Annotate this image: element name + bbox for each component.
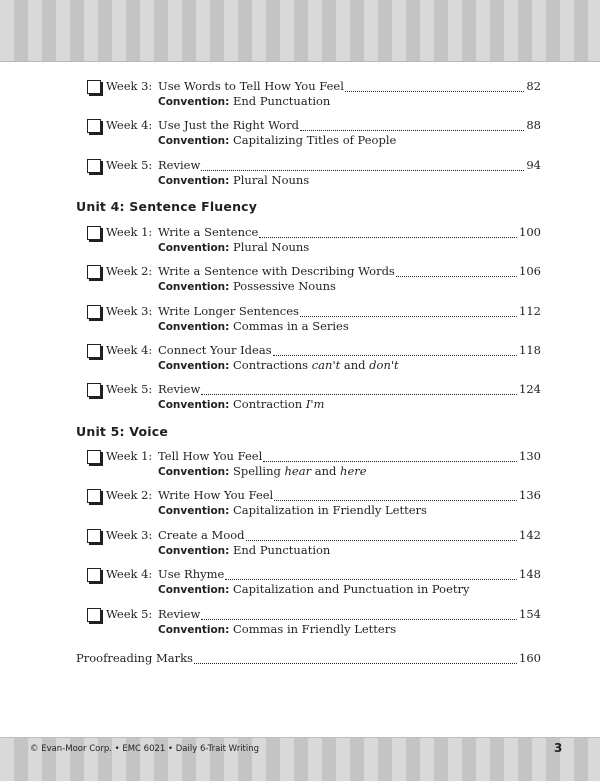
convention-text: Capitalization and Punctuation in Poetry (233, 582, 470, 596)
toc-entry (87, 226, 541, 256)
week-label: Week 3: (106, 304, 153, 318)
week-label: Week 5: (106, 382, 153, 396)
lesson-title: Write Longer Sentences (158, 304, 299, 318)
dot-leader (201, 170, 524, 171)
page-number: 124 (519, 382, 541, 396)
dot-leader (194, 663, 517, 664)
lesson-title: Write a Sentence with Describing Words (158, 264, 395, 278)
page-number: 154 (519, 607, 541, 621)
convention-text: Possessive Nouns (233, 279, 336, 293)
convention-text: Capitalizing Titles of People (233, 133, 397, 147)
convention-italic-term: here (340, 464, 367, 478)
week-label: Week 3: (106, 79, 153, 93)
toc-entry (87, 383, 541, 413)
page-number: 100 (519, 225, 541, 239)
dot-leader (225, 579, 517, 580)
toc-entry (87, 450, 541, 480)
page-number: 160 (519, 651, 541, 665)
toc-entry (87, 489, 541, 519)
checkbox-icon[interactable] (87, 450, 101, 464)
week-label: Week 2: (106, 488, 153, 502)
convention-text-mid: and (340, 358, 370, 372)
convention-text: End Punctuation (233, 94, 331, 108)
convention-label: Convention: (158, 360, 230, 372)
checkbox-icon[interactable] (87, 529, 101, 543)
convention-line (158, 582, 470, 596)
week-label: Week 4: (106, 118, 153, 132)
page-number: 118 (519, 343, 541, 357)
convention-text: Contraction (233, 397, 306, 411)
dot-leader (201, 619, 517, 620)
convention-text: Contractions (233, 358, 312, 372)
toc-entry (87, 119, 541, 149)
convention-text: Capitalization in Friendly Letters (233, 503, 427, 517)
convention-label: Convention: (158, 584, 230, 596)
convention-line (158, 240, 309, 254)
checkbox-icon[interactable] (87, 226, 101, 240)
convention-label: Convention: (158, 624, 230, 636)
convention-line (158, 543, 330, 557)
toc-entry (87, 159, 541, 189)
lesson-title: Review (158, 607, 201, 621)
convention-text: Commas in a Series (233, 319, 349, 333)
checkbox-icon[interactable] (87, 305, 101, 319)
dot-leader (273, 355, 517, 356)
toc-entry (87, 265, 541, 295)
week-label: Week 5: (106, 158, 153, 172)
convention-text: Plural Nouns (233, 240, 310, 254)
dot-leader (274, 500, 517, 501)
checkbox-icon[interactable] (87, 265, 101, 279)
convention-line (158, 464, 367, 478)
checkbox-icon[interactable] (87, 344, 101, 358)
convention-text-mid: and (311, 464, 341, 478)
toc-entry (87, 529, 541, 559)
convention-text: Commas in Friendly Letters (233, 622, 397, 636)
proofreading-marks-entry (76, 651, 541, 667)
checkbox-icon[interactable] (87, 80, 101, 94)
convention-line (158, 319, 349, 333)
convention-line (158, 503, 427, 517)
convention-line (158, 133, 396, 147)
dot-leader (300, 130, 524, 131)
lesson-title: Use Words to Tell How You Feel (158, 79, 344, 93)
toc-entry (87, 305, 541, 335)
week-label: Week 1: (106, 449, 153, 463)
checkbox-icon[interactable] (87, 568, 101, 582)
convention-line (158, 173, 309, 187)
toc-entry (87, 568, 541, 598)
lesson-title: Create a Mood (158, 528, 245, 542)
lesson-title: Review (158, 382, 201, 396)
dot-leader (259, 237, 517, 238)
convention-label: Convention: (158, 242, 230, 254)
convention-label: Convention: (158, 281, 230, 293)
page-number: 88 (526, 118, 541, 132)
convention-label: Convention: (158, 96, 230, 108)
week-label: Week 2: (106, 264, 153, 278)
checkbox-icon[interactable] (87, 383, 101, 397)
convention-text: Plural Nouns (233, 173, 310, 187)
dot-leader (345, 91, 524, 92)
convention-line (158, 279, 336, 293)
convention-label: Convention: (158, 505, 230, 517)
page-number: 142 (519, 528, 541, 542)
page-number: 82 (526, 79, 541, 93)
convention-label: Convention: (158, 466, 230, 478)
page-number: 112 (519, 304, 541, 318)
lesson-title: Write How You Feel (158, 488, 274, 502)
lesson-title: Proofreading Marks (76, 651, 193, 665)
convention-line (158, 94, 330, 108)
lesson-title: Tell How You Feel (158, 449, 263, 463)
convention-italic-term: don't (369, 358, 399, 372)
lesson-title: Use Rhyme (158, 567, 225, 581)
unit-4-heading: Unit 4: Sentence Fluency (76, 199, 258, 214)
checkbox-icon[interactable] (87, 608, 101, 622)
convention-label: Convention: (158, 545, 230, 557)
convention-italic-term: I'm (305, 397, 325, 411)
week-label: Week 4: (106, 343, 153, 357)
convention-label: Convention: (158, 321, 230, 333)
checkbox-icon[interactable] (87, 489, 101, 503)
convention-line (158, 358, 399, 372)
checkbox-icon[interactable] (87, 159, 101, 173)
week-label: Week 1: (106, 225, 153, 239)
toc-entry (87, 344, 541, 374)
lesson-title: Connect Your Ideas (158, 343, 272, 357)
convention-text: Spelling (233, 464, 285, 478)
convention-italic-term: can't (311, 358, 341, 372)
convention-line (158, 622, 396, 636)
dot-leader (201, 394, 517, 395)
dot-leader (396, 276, 517, 277)
page-number: 94 (526, 158, 541, 172)
convention-italic-term: hear (284, 464, 312, 478)
page-number: 130 (519, 449, 541, 463)
toc-entry (87, 608, 541, 638)
checkbox-icon[interactable] (87, 119, 101, 133)
page-number: 136 (519, 488, 541, 502)
dot-leader (246, 540, 518, 541)
footer-copyright: © Evan-Moor Corp. • EMC 6021 • Daily 6-Trait Writing (30, 744, 260, 754)
lesson-title: Write a Sentence (158, 225, 259, 239)
week-label: Week 3: (106, 528, 153, 542)
lesson-title: Use Just the Right Word (158, 118, 299, 132)
unit-5-heading: Unit 5: Voice (76, 424, 169, 439)
week-label: Week 4: (106, 567, 153, 581)
convention-label: Convention: (158, 175, 230, 187)
week-label: Week 5: (106, 607, 153, 621)
dot-leader (263, 461, 517, 462)
toc-entry (87, 80, 541, 110)
page-number: 106 (519, 264, 541, 278)
convention-label: Convention: (158, 135, 230, 147)
dot-leader (300, 316, 517, 317)
lesson-title: Review (158, 158, 201, 172)
convention-label: Convention: (158, 399, 230, 411)
convention-line (158, 397, 324, 411)
page-number: 148 (519, 567, 541, 581)
footer-page-number: 3 (554, 741, 563, 755)
convention-text: End Punctuation (233, 543, 331, 557)
